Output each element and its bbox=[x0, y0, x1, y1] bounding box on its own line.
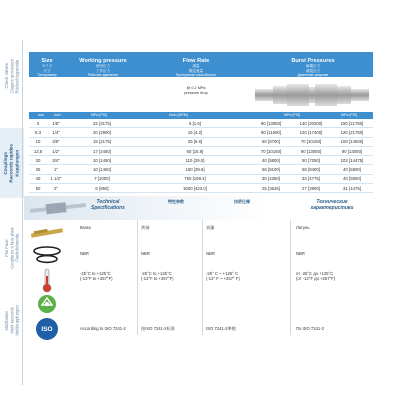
tech-title-jp: 技術仕様 bbox=[234, 199, 250, 204]
material-en: Brass bbox=[80, 225, 91, 230]
table-cell: 40 [5800] bbox=[331, 165, 373, 174]
table-cell: 70 [10150] bbox=[251, 146, 291, 155]
table-cell: 25 [6.6] bbox=[139, 137, 251, 146]
table-cell: 100 [14500] bbox=[331, 137, 373, 146]
table-cell: 15 [2175] bbox=[65, 137, 139, 146]
table-cell: 30 [4350] bbox=[251, 174, 291, 183]
table-cell: 60 [8700] bbox=[251, 137, 291, 146]
table-cell: 1600 [423.0] bbox=[139, 184, 251, 193]
iso-cn: 按ISO 7241-2标准 bbox=[141, 326, 175, 331]
table-cell: 3 bbox=[29, 119, 47, 128]
table-cell: 10 [1450] bbox=[65, 165, 139, 174]
spec-table-header bbox=[29, 52, 373, 77]
col-divider-2 bbox=[202, 220, 203, 335]
temp-ru: от -25°C до +125°C (от -13°F до +257°F) bbox=[296, 271, 336, 282]
table-cell: 40 [5800] bbox=[251, 156, 291, 165]
temp-jp: -25° C ~ +125° C (-13° F ~ +257° F) bbox=[206, 271, 240, 282]
table-cell: 40 [5800] bbox=[331, 174, 373, 183]
table-cell: 3/4" bbox=[47, 156, 65, 165]
sidebar-item-multibatter[interactable]: Multibatter Multi-raccords Multikupplungen bbox=[4, 304, 20, 336]
table-cell: 20 [2900] bbox=[65, 128, 139, 137]
table-cell: 50 [7250] bbox=[291, 156, 331, 165]
sidebar-item-couplings[interactable]: Couplings Raccords rapides Kupplungen bbox=[0, 128, 24, 198]
tech-title-cn: 特性参数 bbox=[168, 199, 184, 204]
table-cell: 1 1/2" bbox=[47, 174, 65, 183]
table-row bbox=[29, 146, 373, 155]
table-cell: 70 [10150] bbox=[291, 137, 331, 146]
table-cell: 140 [20300] bbox=[291, 119, 331, 128]
table-cell: 1/2" bbox=[47, 146, 65, 155]
table-cell: 25 bbox=[29, 165, 47, 174]
unit-inch: inch bbox=[54, 113, 61, 117]
table-cell: 102 [14475] bbox=[331, 156, 373, 165]
table-cell: 150 [39.6] bbox=[139, 165, 251, 174]
table-row bbox=[29, 165, 373, 174]
table-cell: 25 [3625] bbox=[251, 184, 291, 193]
table-cell: 33 [4775] bbox=[291, 174, 331, 183]
table-cell: 2" bbox=[47, 184, 65, 193]
spec-table bbox=[29, 119, 373, 193]
table-cell: 110 [29.0] bbox=[139, 156, 251, 165]
table-cell: 90 [13050] bbox=[331, 146, 373, 155]
iso-en: According to ISO 7241-2 bbox=[80, 326, 126, 331]
table-cell: 1/8" bbox=[47, 119, 65, 128]
table-row bbox=[29, 137, 373, 146]
tech-title-en: Technical Specifications bbox=[91, 199, 125, 211]
table-cell: 27 [3900] bbox=[291, 184, 331, 193]
table-cell: 90 [13050] bbox=[291, 146, 331, 155]
table-cell: 22 [3175] bbox=[65, 119, 139, 128]
flow-note: @ 0,2 MPa pressure drop bbox=[184, 86, 208, 95]
table-row bbox=[29, 184, 373, 193]
table-cell: 6 [950] bbox=[65, 184, 139, 193]
table-cell: 12,5 bbox=[29, 146, 47, 155]
units-row bbox=[29, 112, 373, 119]
temp-en: -25°C to +125°C (-13°F to +257°F) bbox=[80, 271, 113, 282]
col-divider-1 bbox=[137, 220, 138, 335]
header-burst-pressures: Burst Pressures 破壊圧力 破裂压力 Давление разрыва bbox=[291, 58, 335, 78]
table-cell: 1" bbox=[47, 165, 65, 174]
table-cell: 60 [15.9] bbox=[139, 146, 251, 155]
seal-en: NBR bbox=[80, 251, 89, 256]
header-working-pressure: Working pressure 使用圧力 工作压力 Рабочее давление bbox=[79, 58, 127, 78]
seal-ru: NBR bbox=[296, 251, 305, 256]
unit-working: MPa [PSI] bbox=[91, 113, 108, 117]
table-cell: 3/8" bbox=[47, 137, 65, 146]
o-ring-icon bbox=[29, 244, 65, 266]
sidebar bbox=[0, 0, 24, 400]
coupling-icon bbox=[28, 197, 88, 219]
table-cell: 90 [13050] bbox=[251, 119, 291, 128]
unit-mm: mm bbox=[38, 113, 44, 117]
unit-burst-a: MPa [PSI] bbox=[284, 113, 301, 117]
table-cell: 80 [11600] bbox=[251, 128, 291, 137]
table-cell: 40 bbox=[29, 174, 47, 183]
table-cell: 17 [2450] bbox=[65, 146, 139, 155]
seal-cn: NBR bbox=[141, 251, 150, 256]
coupling-product-image bbox=[251, 81, 373, 109]
table-cell: 31 [4475] bbox=[331, 184, 373, 193]
table-cell: 150 [21750] bbox=[331, 119, 373, 128]
table-cell: 10 [1450] bbox=[65, 156, 139, 165]
sidebar-item-flat-face[interactable]: Flat Face Coupleurs à face plate Flachdichtende bbox=[4, 226, 20, 269]
tech-title-ru: Технические характеристики bbox=[310, 199, 354, 211]
table-cell: 50 bbox=[29, 184, 47, 193]
table-cell: 58 [8400] bbox=[291, 165, 331, 174]
thermometer-icon bbox=[29, 267, 65, 293]
header-flow-rate: Flow Rate 流量 额定流量 Пропускная способность bbox=[175, 58, 217, 78]
table-row bbox=[29, 119, 373, 128]
material-cn: 黄铜 bbox=[141, 225, 150, 230]
recycle-icon bbox=[29, 293, 65, 315]
material-ru: Латунь bbox=[296, 225, 310, 230]
iso-ru: По ISO 7241-2 bbox=[296, 326, 324, 331]
table-cell: 20 bbox=[29, 156, 47, 165]
table-cell: 750 [198.4] bbox=[139, 174, 251, 183]
table-cell: 56 [8100] bbox=[251, 165, 291, 174]
table-cell: 6 [1.6] bbox=[139, 119, 251, 128]
material-jp: 真鍮 bbox=[206, 225, 215, 230]
sidebar-item-check-valves[interactable]: Check Valves Clapets anti-retour Rückschlagventile bbox=[4, 58, 20, 94]
table-cell: 120 [21750] bbox=[331, 128, 373, 137]
table-row bbox=[29, 156, 373, 165]
iso-logo: ISO bbox=[29, 318, 65, 340]
iso-jp: ISO 7241-2準拠 bbox=[206, 326, 236, 331]
seal-jp: NBR bbox=[206, 251, 215, 256]
header-size: Size サイズ 尺寸 Типоразмер bbox=[37, 58, 57, 78]
sidebar-divider bbox=[22, 40, 23, 385]
table-cell: 1/4" bbox=[47, 128, 65, 137]
table-cell: 16 [4.2] bbox=[139, 128, 251, 137]
col-divider-3 bbox=[290, 220, 291, 335]
table-cell: 6,3 bbox=[29, 128, 47, 137]
product-image-row bbox=[29, 78, 373, 112]
table-cell: 7 [1000] bbox=[65, 174, 139, 183]
temp-cn: -25°C to +125°C (-13°F to +257°F) bbox=[141, 271, 174, 282]
table-cell: 10 bbox=[29, 137, 47, 146]
unit-burst-b: MPa [PSI] bbox=[341, 113, 358, 117]
table-row bbox=[29, 174, 373, 183]
table-cell: 120 [17400] bbox=[291, 128, 331, 137]
table-row bbox=[29, 128, 373, 137]
material-icon bbox=[29, 224, 65, 242]
unit-flow: l/min [GPM] bbox=[169, 113, 188, 117]
